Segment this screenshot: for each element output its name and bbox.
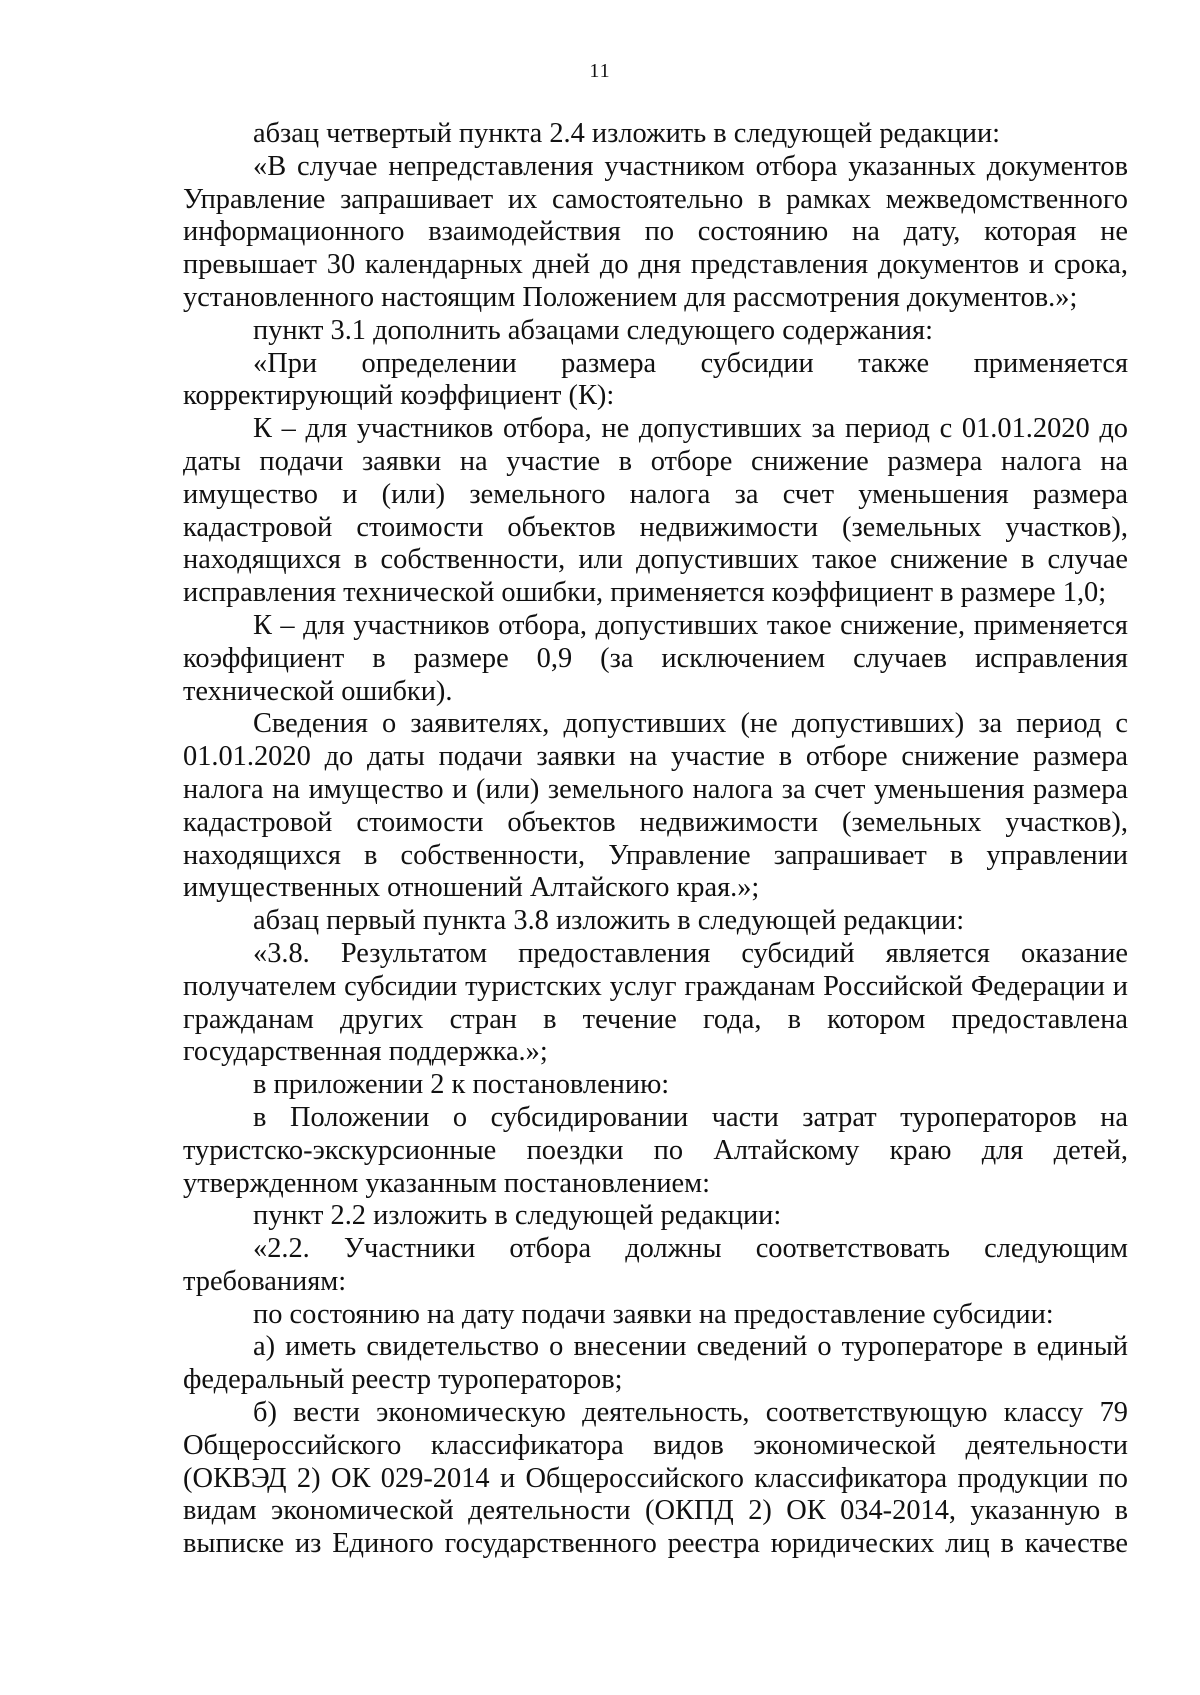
paragraph: К – для участников отбора, не допустивших за период с 01.01.2020 до даты подачи заявки на участие в отборе снижение размера налога на имущество и (или) земельного налога за счет уменьшения размера кадастровой стоимости объектов недвижимости (земельных участков), находящихся в собственности, или допустивших такое снижение в случае исправления технической ошибки, применяется коэффициент в размере 1,0;: [183, 413, 1128, 609]
paragraph: «2.2. Участники отбора должны соответствовать следующим требованиям:: [183, 1233, 1128, 1297]
paragraph: в приложении 2 к постановлению:: [253, 1069, 670, 1101]
paragraph: абзац четвертый пункта 2.4 изложить в следующей редакции:: [253, 118, 1001, 149]
paragraph: «При определении размера субсидии также применяется корректирующий коэффициент (К):: [183, 347, 1128, 412]
paragraph: пункт 3.1 дополнить абзацами следующего содержания:: [253, 314, 933, 346]
paragraph: «В случае непредставления участником отбора указанных документов Управление запрашивает их самостоятельно в рамках межведомственного информационного взаимодействия по состоянию на дату, которая не превышает 30 календарных дней до дня представления документов и срока, установленного настоящим Положением для рассмотрения документов.»;: [183, 150, 1128, 313]
paragraph: по состоянию на дату подачи заявки на предоставление субсидии:: [253, 1298, 1054, 1330]
paragraph: а) иметь свидетельство о внесении сведений о туроператоре в единый федеральный реестр туроператоров;: [183, 1331, 1128, 1396]
paragraph: пункт 2.2 изложить в следующей редакции:: [253, 1200, 782, 1232]
paragraph: К – для участников отбора, допустивших такое снижение, применяется коэффициент в размере 0,9 (за исключением случаев исправления технической ошибки).: [183, 609, 1128, 707]
paragraph: Сведения о заявителях, допустивших (не допустивших) за период с 01.01.2020 до даты подачи заявки на участие в отборе снижение размера налога на имущество и (или) земельного налога за счет уменьшения размера кадастровой стоимости объектов недвижимости (земельных участков), находящихся в собственности, Управление запрашивает в управлении имущественных отношений Алтайского края.»;: [183, 708, 1128, 904]
page-number: 11: [589, 60, 611, 82]
paragraph: б) вести экономическую деятельность, соответствующую классу 79 Общероссийского классификатора видов экономической деятельности (ОКВЭД 2) ОК 029-2014 и Общероссийского классификатора продукции по видам экономической деятельности (ОКПД 2) ОК 034-2014, указанную в выписке из Единого государственного реестра юридических лиц в качестве: [183, 1397, 1128, 1560]
paragraph: абзац первый пункта 3.8 изложить в следующей редакции:: [253, 905, 965, 937]
document-body: [183, 118, 1128, 1561]
paragraph: в Положении о субсидировании части затрат туроператоров на туристско-экскурсионные поездки по Алтайскому краю для детей, утвержденном указанным постановлением:: [183, 1101, 1128, 1199]
paragraph: «3.8. Результатом предоставления субсидий является оказание получателем субсидии туристских услуг гражданам Российской Федерации и гражданам других стран в течение года, в котором предоставлена государственная поддержка.»;: [183, 937, 1128, 1068]
